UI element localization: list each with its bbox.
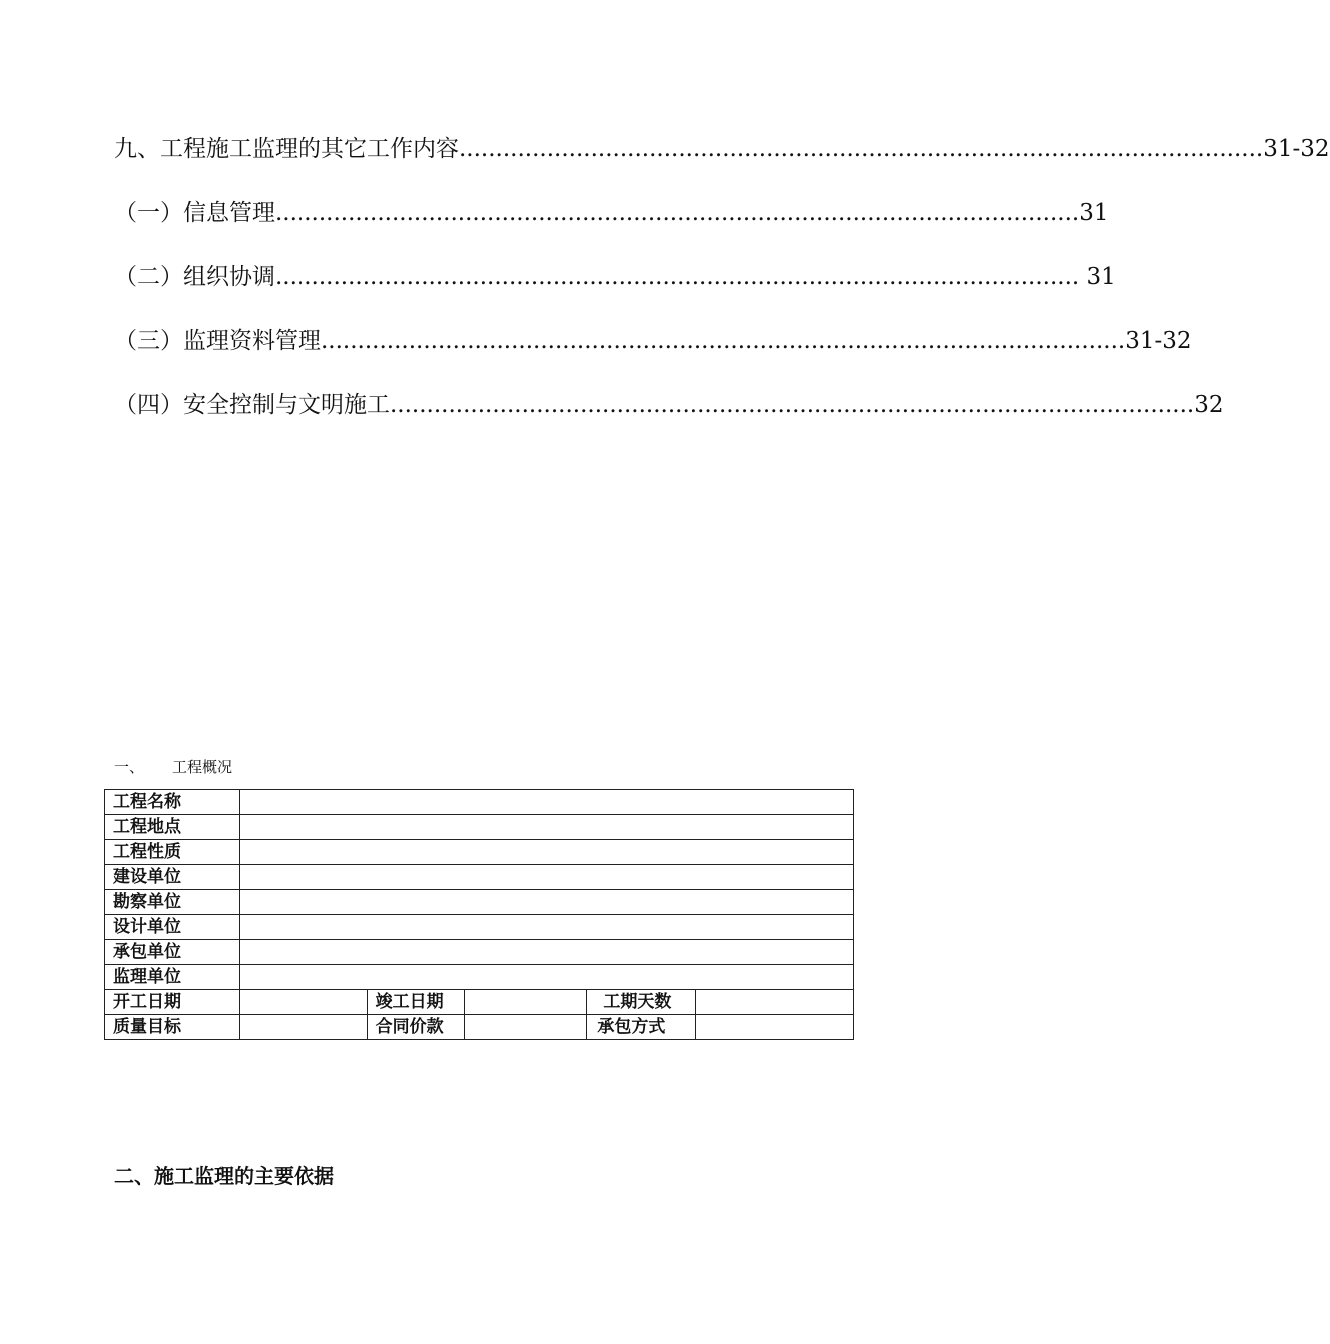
toc-entry[interactable] (114, 262, 1116, 292)
row-label: 工程性质 (105, 840, 240, 865)
row-label: 承包单位 (105, 940, 240, 965)
toc-leader-dots: .............................................................................................................. (459, 136, 1264, 162)
table-row (105, 1015, 854, 1040)
table-row (105, 790, 854, 815)
row-label: 竣工日期 (367, 990, 464, 1015)
value-cell[interactable] (239, 890, 853, 915)
value-cell[interactable] (239, 840, 853, 865)
table-row (105, 915, 854, 940)
toc-entry-title: （二）组织协调 (114, 264, 275, 290)
value-cell[interactable] (239, 965, 853, 990)
table-row (105, 840, 854, 865)
toc-entry[interactable] (114, 198, 1109, 228)
toc-entry-title: （一）信息管理 (114, 200, 275, 226)
row-label: 工程名称 (105, 790, 240, 815)
row-label: 勘察单位 (105, 890, 240, 915)
table-row (105, 890, 854, 915)
section-number: 一、 (114, 758, 145, 776)
value-cell[interactable] (696, 990, 854, 1015)
row-label: 承包方式 (587, 1015, 696, 1040)
value-cell[interactable] (239, 940, 853, 965)
section-title: 工程概况 (172, 758, 233, 776)
toc-entry[interactable] (114, 326, 1192, 356)
value-cell[interactable] (239, 915, 853, 940)
table-row (105, 865, 854, 890)
toc-entry-title: （三）监理资料管理 (114, 328, 321, 354)
row-label: 开工日期 (105, 990, 240, 1015)
toc-leader-dots: .............................................................................................................. (390, 392, 1195, 418)
table-row (105, 965, 854, 990)
section-heading-overview (114, 756, 232, 777)
toc-entry-page: 31-32 (1125, 328, 1192, 354)
toc-entry-page: 31 (1079, 264, 1116, 290)
table-row (105, 815, 854, 840)
row-label: 合同价款 (367, 1015, 464, 1040)
row-label: 工期天数 (587, 990, 696, 1015)
table-row (105, 990, 854, 1015)
toc-leader-dots: .............................................................................................................. (321, 328, 1126, 354)
value-cell[interactable] (239, 815, 853, 840)
row-label: 工程地点 (105, 815, 240, 840)
toc-entry[interactable] (114, 134, 1330, 164)
row-label: 监理单位 (105, 965, 240, 990)
toc-entry-page: 32 (1194, 392, 1224, 418)
project-overview-table (104, 789, 854, 1040)
toc-entry[interactable] (114, 390, 1224, 420)
value-cell[interactable] (464, 1015, 587, 1040)
row-label: 设计单位 (105, 915, 240, 940)
toc-entry-title: （四）安全控制与文明施工 (114, 392, 390, 418)
toc-leader-dots: .............................................................................................................. (275, 264, 1080, 290)
row-label: 质量目标 (105, 1015, 240, 1040)
value-cell[interactable] (696, 1015, 854, 1040)
section-heading-basis: 二、施工监理的主要依据 (114, 1164, 334, 1188)
value-cell[interactable] (464, 990, 587, 1015)
toc-entry-page: 31 (1079, 200, 1109, 226)
table-row (105, 940, 854, 965)
value-cell[interactable] (239, 1015, 367, 1040)
toc-leader-dots: .............................................................................................................. (275, 200, 1080, 226)
toc-entry-title: 九、工程施工监理的其它工作内容 (114, 136, 459, 162)
value-cell[interactable] (239, 790, 853, 815)
row-label: 建设单位 (105, 865, 240, 890)
value-cell[interactable] (239, 990, 367, 1015)
value-cell[interactable] (239, 865, 853, 890)
toc-entry-page: 31-32 (1263, 136, 1330, 162)
